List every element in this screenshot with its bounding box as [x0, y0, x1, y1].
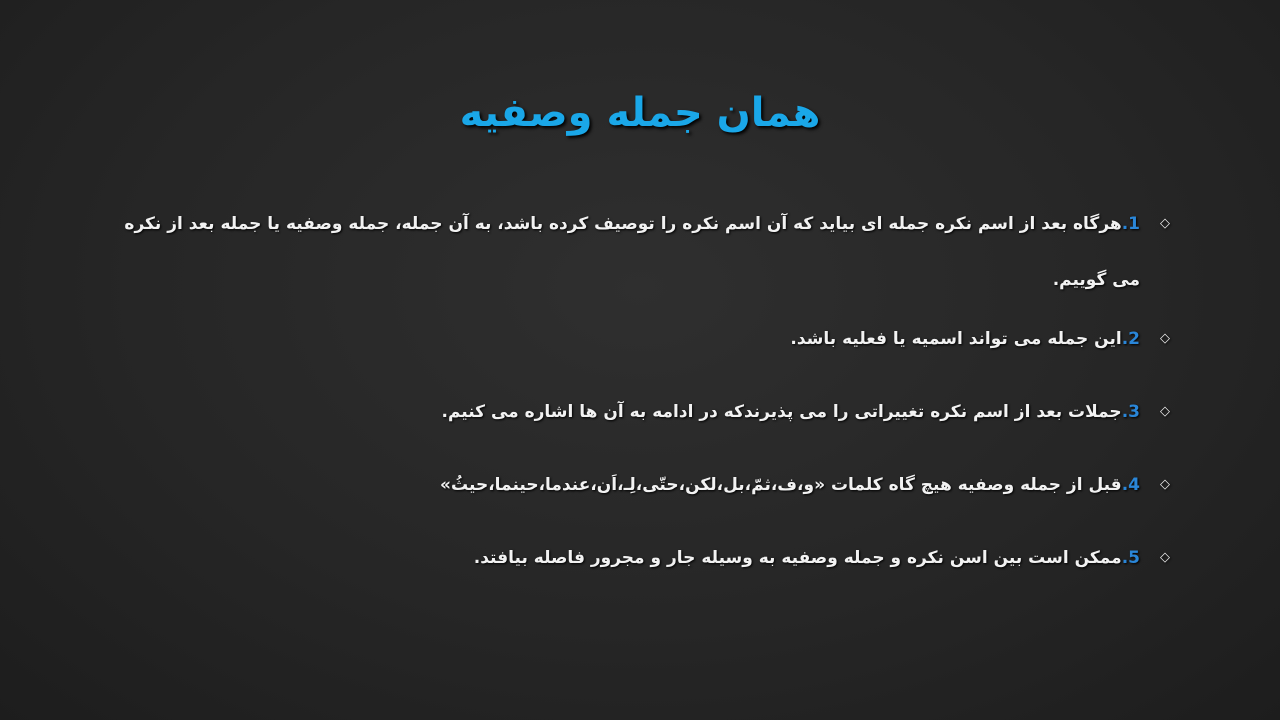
diamond-outline-icon: ◇	[1160, 331, 1170, 346]
diamond-outline-icon: ◇	[1160, 477, 1170, 492]
diamond-outline-icon: ◇	[1160, 550, 1170, 565]
bullet-list	[100, 196, 1180, 616]
slide-title: همان جمله وصفیه	[459, 90, 821, 136]
bullet-text: جملات بعد از اسم نکره تغییراتی را می پذیرندکه در ادامه به آن ها اشاره می کنیم.	[441, 402, 1122, 422]
bullet-number: 3.	[1121, 402, 1140, 422]
bullet-text: ممکن است بین اسن نکره و جمله وصفیه به وسیله جار و مجرور فاصله بیافتد.	[473, 548, 1122, 568]
bullet-number: 2.	[1121, 329, 1140, 349]
bullet-number: 1.	[1121, 214, 1140, 234]
bullet-text: این جمله می تواند اسمیه یا فعلیه باشد.	[790, 329, 1122, 349]
bullet-item-2	[100, 324, 1180, 354]
diamond-outline-icon: ◇	[1160, 216, 1170, 231]
bullet-item-1	[100, 196, 1180, 308]
bullet-item-3	[100, 397, 1180, 427]
diamond-outline-icon: ◇	[1160, 404, 1170, 419]
bullet-number: 4.	[1121, 475, 1140, 495]
bullet-item-5	[100, 543, 1180, 573]
bullet-text: هرگاه بعد از اسم نکره جمله ای بیاید که آن اسم نکره را توصیف کرده باشد، به آن جمله، جمله وصفیه یا جمله بعد از نکره می گوییم.	[124, 214, 1140, 290]
bullet-item-4	[100, 470, 1180, 500]
bullet-text: قبل از جمله وصفیه هیچ گاه کلمات «و،ف،ثمّ،بل،لکن،حتّی،لِـ،اَن،عندما،حینما،حیثُ»	[440, 475, 1122, 495]
bullet-number: 5.	[1121, 548, 1140, 568]
